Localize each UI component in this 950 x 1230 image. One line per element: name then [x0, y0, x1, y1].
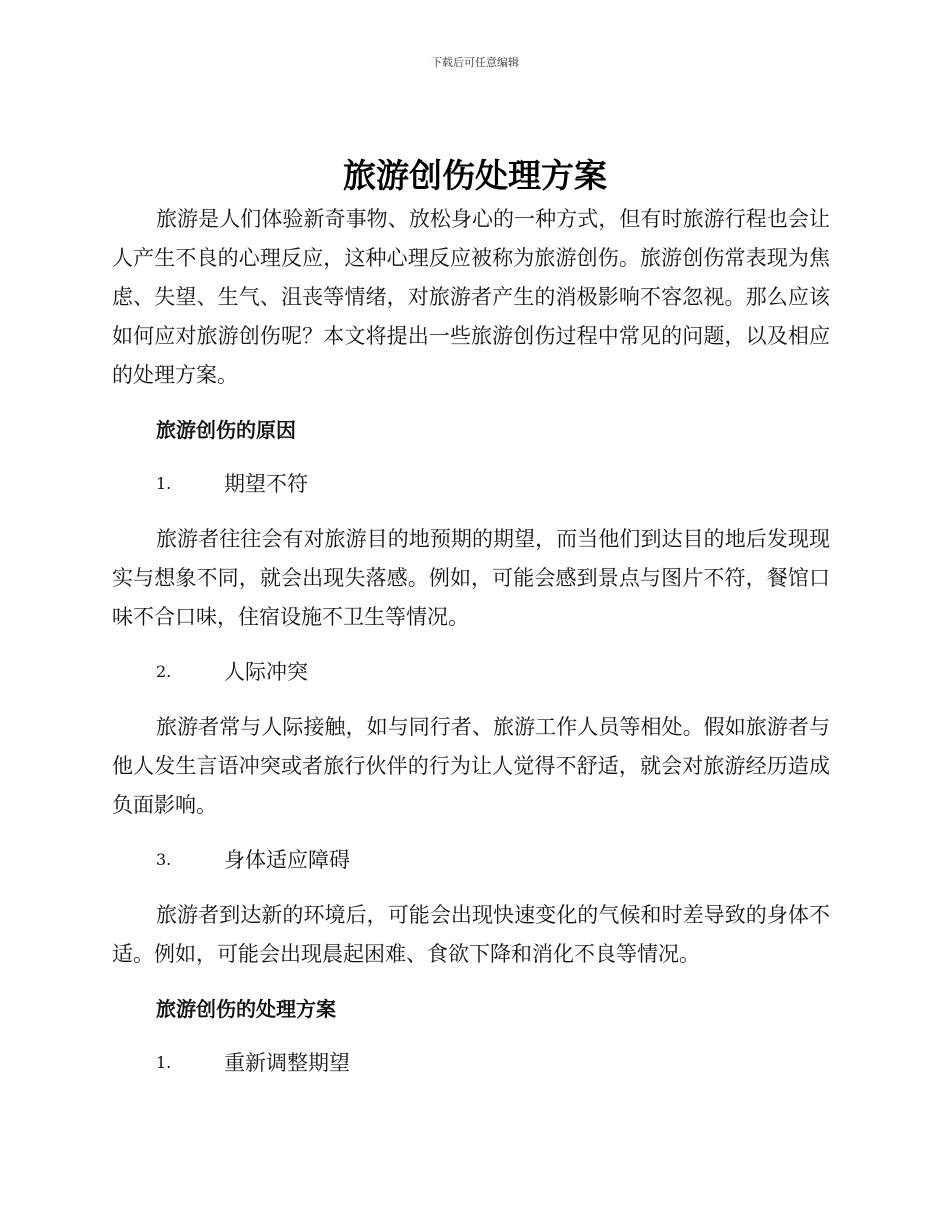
list-item — [156, 654, 830, 690]
cause-paragraph: 旅游者到达新的环境后，可能会出现快速变化的气候和时差导致的身体不适。例如，可能会出现晨起困难、食欲下降和消化不良等情况。 — [112, 903, 830, 966]
intro-paragraph: 旅游是人们体验新奇事物、放松身心的一种方式，但有时旅游行程也会让人产生不良的心理反应，这种心理反应被称为旅游创伤。旅游创伤常表现为焦虑、失望、生气、沮丧等情绪，对旅游者产生的消极影响不容忽视。那么应该如何应对旅游创伤呢？本文将提出一些旅游创伤过程中常见的问题，以及相应的处理方案。 — [112, 207, 830, 387]
list-title: 人际冲突 — [224, 660, 308, 684]
list-title: 重新调整期望 — [224, 1051, 350, 1075]
list-number: 3. — [156, 850, 172, 869]
list-title: 身体适应障碍 — [224, 848, 350, 872]
list-number: 1. — [156, 474, 172, 493]
section-heading-causes: 旅游创伤的原因 — [156, 418, 296, 442]
list-number: 2. — [156, 662, 172, 681]
list-item — [156, 1045, 830, 1081]
cause-paragraph: 旅游者往往会有对旅游目的地预期的期望，而当他们到达目的地后发现现实与想象不同，就会出现失落感。例如，可能会感到景点与图片不符，餐馆口味不合口味，住宿设施不卫生等情况。 — [112, 527, 830, 629]
list-number: 1. — [156, 1053, 172, 1072]
list-item — [156, 466, 830, 502]
document-body — [112, 200, 830, 1099]
cause-paragraph: 旅游者常与人际接触，如与同行者、旅游工作人员等相处。假如旅游者与他人发生言语冲突或者旅行伙伴的行为让人觉得不舒适，就会对旅游经历造成负面影响。 — [112, 715, 830, 817]
header-note: 下载后可任意编辑 — [431, 56, 519, 69]
list-item — [156, 842, 830, 878]
document-title: 旅游创伤处理方案 — [343, 156, 607, 195]
section-heading-solutions: 旅游创伤的处理方案 — [156, 997, 336, 1021]
list-title: 期望不符 — [224, 472, 308, 496]
